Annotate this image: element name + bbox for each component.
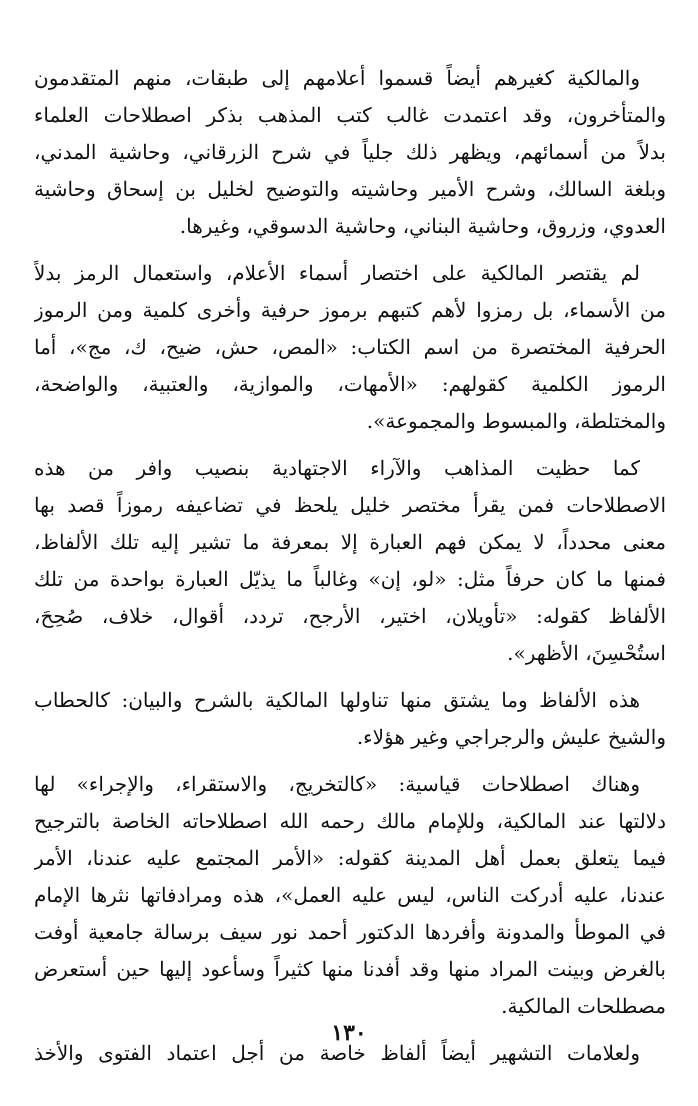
text-line: دلالتها عند المالكية، وللإمام مالك رحمه الله اصطلاحاته الخاصة بالترجيح [34, 809, 666, 833]
text-line: فيما يتعلق بعمل أهل المدينة كقوله: «الأمر المجتمع عليه عندنا، الأمر [34, 846, 666, 870]
text-line: هذه الألفاظ وما يشتق منها تناولها المالكية بالشرح والبيان: كالحطاب [34, 688, 640, 712]
text-line: من الأسماء، بل رمزوا لأهم كتبهم برموز حرفية وأخرى كلمية ومن الرموز [34, 298, 666, 322]
paragraph [34, 450, 666, 672]
text-line: العدوي، وزروق، وحاشية البناني، وحاشية الدسوقي، وغيرها. [179, 214, 666, 238]
text-line: وهناك اصطلاحات قياسية: «كالتخريج، والاستقراء، والإجراء» لها [34, 772, 640, 796]
text-line: الاصطلاحات فمن يقرأ مختصر خليل يلحظ في تضاعيفه رموزاً قصد بها [34, 493, 666, 517]
text-line: والمتأخرون، وقد اعتمدت غالب كتب المذهب بذكر اصطلاحات العلماء [34, 103, 666, 127]
text-line: استُحْسِنَ، الأظهر». [507, 641, 666, 665]
text-line: فمنها ما كان حرفاً مثل: «لو، إن» وغالباً ما يذيّل العبارة بواحدة من تلك [34, 567, 666, 591]
paragraph [34, 766, 666, 1025]
text-line: ولعلامات التشهير أيضاً ألفاظ خاصة من أجل اعتماد الفتوى والأخذ [34, 1041, 640, 1065]
paragraph [34, 60, 666, 245]
text-line: لم يقتصر المالكية على اختصار أسماء الأعلام، واستعمال الرمز بدلاً [34, 261, 640, 285]
text-line: مصطلحات المالكية. [501, 994, 666, 1018]
text-line: الألفاظ كقوله: «تأويلان، اختير، الأرجح، تردد، أقوال، خلاف، صُحِحَ، [34, 604, 666, 628]
paragraph [34, 682, 666, 756]
text-line: بالغرض وبينت المراد منها وقد أفدنا منها كثيراً وسأعود إليها حين أستعرض [34, 957, 666, 981]
text-line: والمالكية كغيرهم أيضاً قسموا أعلامهم إلى طبقات، منهم المتقدمون [34, 66, 640, 90]
text-line: والشيخ عليش والرجراجي وغير هؤلاء. [356, 725, 666, 749]
text-line: والمختلطة، والمبسوط والمجموعة». [366, 409, 666, 433]
paragraph [34, 255, 666, 440]
text-line: عندنا، عليه أدركت الناس، ليس عليه العمل»، هذه ومرادفاتها نثرها الإمام [34, 883, 666, 907]
text-line: كما حظيت المذاهب والآراء الاجتهادية بنصيب وافر من هذه [34, 456, 640, 480]
text-line: في الموطأ والمدونة وأفردها الدكتور أحمد نور سيف برسالة جامعية أوفت [34, 920, 666, 944]
text-line: الحرفية المختصرة من اسم الكتاب: «المص، حش، ضيح، ك، مج»، أما [34, 335, 666, 359]
text-line: بدلاً من أسمائهم، ويظهر ذلك جلياً في شرح الزرقاني، وحاشية المدني، [34, 140, 666, 164]
page-body [34, 60, 666, 1082]
text-line: معنى محدداً، لا يمكن فهم العبارة إلا بمعرفة ما تشير إليه تلك الألفاظ، [34, 530, 666, 554]
text-line: الرموز الكلمية كقولهم: «الأمهات، والموازية، والعتبية، والواضحة، [34, 372, 666, 396]
page-number: ١٣٠ [331, 1020, 367, 1046]
text-line: وبلغة السالك، وشرح الأمير وحاشيته والتوضيح لخليل بن إسحاق وحاشية [34, 177, 666, 201]
